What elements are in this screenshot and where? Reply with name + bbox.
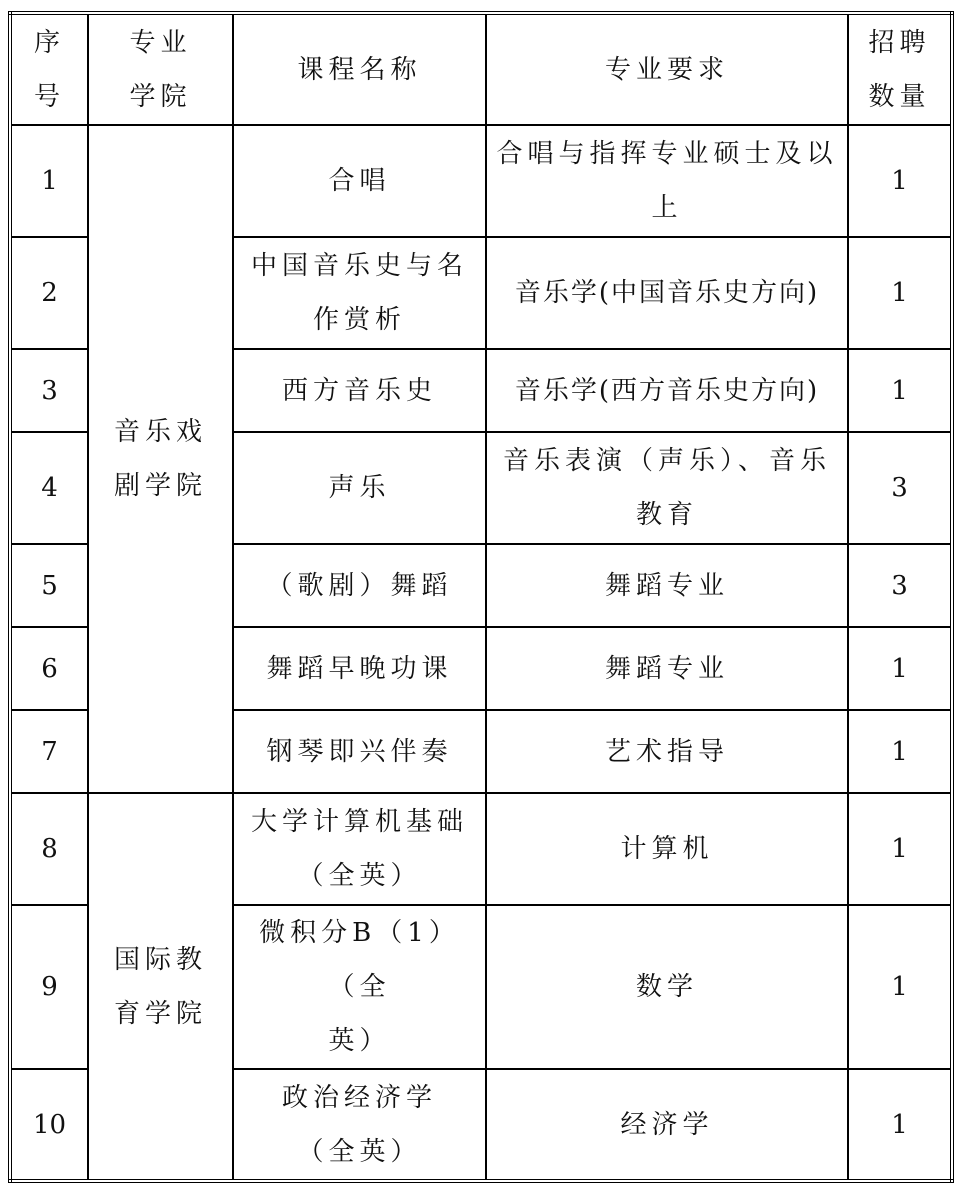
count-cell: 3	[848, 544, 952, 627]
requirement-cell: 舞蹈专业	[486, 544, 848, 627]
course-cell: 钢琴即兴伴奏	[233, 710, 486, 793]
college-cell: 国际教 育学院	[88, 793, 233, 1181]
row-index: 9	[10, 905, 88, 1069]
requirement-cell: 舞蹈专业	[486, 627, 848, 710]
row-index: 4	[10, 432, 88, 544]
row-index: 1	[10, 125, 88, 237]
requirement-cell: 音乐学(西方音乐史方向)	[486, 349, 848, 432]
count-cell: 1	[848, 793, 952, 905]
requirement-cell: 合唱与指挥专业硕士及以 上	[486, 125, 848, 237]
requirement-cell: 音乐表演（声乐）、音乐 教育	[486, 432, 848, 544]
header-count: 招聘 数量	[848, 13, 952, 125]
course-cell: 声乐	[233, 432, 486, 544]
requirement-cell: 艺术指导	[486, 710, 848, 793]
table-row	[10, 793, 952, 905]
count-cell: 1	[848, 710, 952, 793]
course-cell: 中国音乐史与名 作赏析	[233, 237, 486, 349]
requirement-cell: 经济学	[486, 1069, 848, 1181]
table-header-row	[10, 13, 952, 125]
count-cell: 1	[848, 905, 952, 1069]
row-index: 8	[10, 793, 88, 905]
course-cell: 西方音乐史	[233, 349, 486, 432]
row-index: 7	[10, 710, 88, 793]
row-index: 6	[10, 627, 88, 710]
row-index: 10	[10, 1069, 88, 1181]
count-cell: 1	[848, 1069, 952, 1181]
recruitment-table-wrapper	[8, 11, 954, 1183]
count-cell: 3	[848, 432, 952, 544]
row-index: 5	[10, 544, 88, 627]
course-cell: （歌剧）舞蹈	[233, 544, 486, 627]
course-cell: 政治经济学 （全英）	[233, 1069, 486, 1181]
requirement-cell: 计算机	[486, 793, 848, 905]
recruitment-table	[8, 11, 954, 1183]
course-cell: 大学计算机基础 （全英）	[233, 793, 486, 905]
count-cell: 1	[848, 237, 952, 349]
college-cell: 音乐戏 剧学院	[88, 125, 233, 793]
course-cell: 微积分B（1）（全 英）	[233, 905, 486, 1069]
header-requirement: 专业要求	[486, 13, 848, 125]
table-row	[10, 125, 952, 237]
count-cell: 1	[848, 349, 952, 432]
row-index: 2	[10, 237, 88, 349]
course-cell: 合唱	[233, 125, 486, 237]
header-index: 序 号	[10, 13, 88, 125]
header-college: 专业 学院	[88, 13, 233, 125]
requirement-cell: 音乐学(中国音乐史方向)	[486, 237, 848, 349]
count-cell: 1	[848, 627, 952, 710]
requirement-cell: 数学	[486, 905, 848, 1069]
count-cell: 1	[848, 125, 952, 237]
course-cell: 舞蹈早晚功课	[233, 627, 486, 710]
row-index: 3	[10, 349, 88, 432]
header-course: 课程名称	[233, 13, 486, 125]
